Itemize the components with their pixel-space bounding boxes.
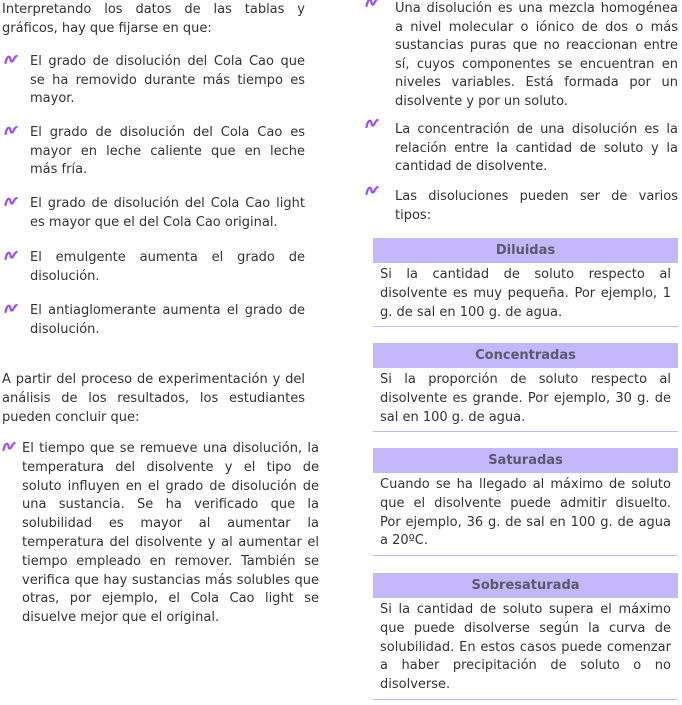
list-item — [2, 195, 305, 232]
type-table-saturadas — [373, 448, 678, 556]
list-item — [2, 249, 305, 286]
type-description: Cuando se ha llegado al máximo de soluto que el disolvente puede admitir disuelto. Por ejemplo, 36 g. de sal en 100 g. de agua a 20ºC. — [373, 473, 678, 556]
list-item-text: El grado de disolución del Cola Cao es mayor en leche caliente que en leche más fría. — [30, 125, 305, 177]
type-description: Si la proporción de soluto respecto al disolvente es grande. Por ejemplo, 30 g. de sal en 100 g. de agua. — [373, 368, 678, 432]
list-item — [2, 53, 305, 109]
conclusion-item — [2, 440, 319, 628]
list-item — [373, 188, 678, 225]
intro-paragraph: Interpretando los datos de las tablas y gráficos, hay que fijarse en que: — [2, 2, 305, 36]
squiggle-bullet-icon — [4, 195, 18, 207]
squiggle-bullet-icon — [4, 124, 18, 136]
list-item-text: El emulgente aumenta el grado de disolución. — [30, 250, 305, 284]
squiggle-bullet-icon — [4, 53, 18, 65]
type-table-concentradas — [373, 343, 678, 432]
type-table-sobresaturada — [373, 573, 678, 700]
conclusion-text: El tiempo que se remueve una disolución, la temperatura del disolvente y el tipo de soluto influyen en el grado de disolución de una sustancia. Se ha verificado que la solubilidad es mayor al aumentar la temperatura del disolvente y al aumentar el tiempo empleado en remover. También se verifica que hay sustancias más solubles que otras, por ejemplo, el Cola Cao light se disuelve mejor que el original. — [22, 441, 319, 626]
squiggle-bullet-icon — [365, 0, 379, 8]
squiggle-bullet-icon — [4, 302, 18, 314]
type-title: Diluidas — [373, 238, 678, 263]
squiggle-bullet-icon — [365, 184, 379, 196]
list-item — [373, 121, 678, 177]
conclusion-intro: A partir del proceso de experimentación y del análisis de los resultados, los estudiantes pueden concluir que: — [2, 372, 305, 425]
type-title: Concentradas — [373, 343, 678, 368]
type-table-diluidas — [373, 238, 678, 327]
list-item — [373, 0, 678, 111]
type-description: Si la cantidad de soluto supera el máximo que puede disolverse según la curva de solubilidad. En estos casos puede comenzar a haber precipitación de soluto o no disolverse. — [373, 598, 678, 700]
list-item-text: La concentración de una disolución es la relación entre la cantidad de soluto y la cantidad de disolvente. — [395, 122, 678, 174]
list-item — [2, 302, 305, 339]
squiggle-bullet-icon — [4, 249, 18, 261]
squiggle-bullet-icon — [365, 117, 379, 129]
list-item-text: El antiaglomerante aumenta el grado de disolución. — [30, 303, 305, 337]
type-title: Saturadas — [373, 448, 678, 473]
type-title: Sobresaturada — [373, 573, 678, 598]
list-item-text: El grado de disolución del Cola Cao que se ha removido durante más tiempo es mayor. — [30, 54, 305, 106]
list-item-text: Las disoluciones pueden ser de varios tipos: — [395, 189, 678, 223]
squiggle-bullet-icon — [2, 440, 16, 452]
list-item — [2, 124, 305, 180]
list-item-text: El grado de disolución del Cola Cao light es mayor que el del Cola Cao original. — [30, 196, 305, 230]
type-description: Si la cantidad de soluto respecto al disolvente es muy pequeña. Por ejemplo, 1 g. de sal en 100 g. de agua. — [373, 263, 678, 327]
list-item-text: Una disolución es una mezcla homogénea a nivel molecular o iónico de dos o más sustancias puras que no reaccionan entre sí, cuyos componentes se encuentran en niveles variables. Está formada por un disolvente y por un soluto. — [395, 1, 678, 109]
